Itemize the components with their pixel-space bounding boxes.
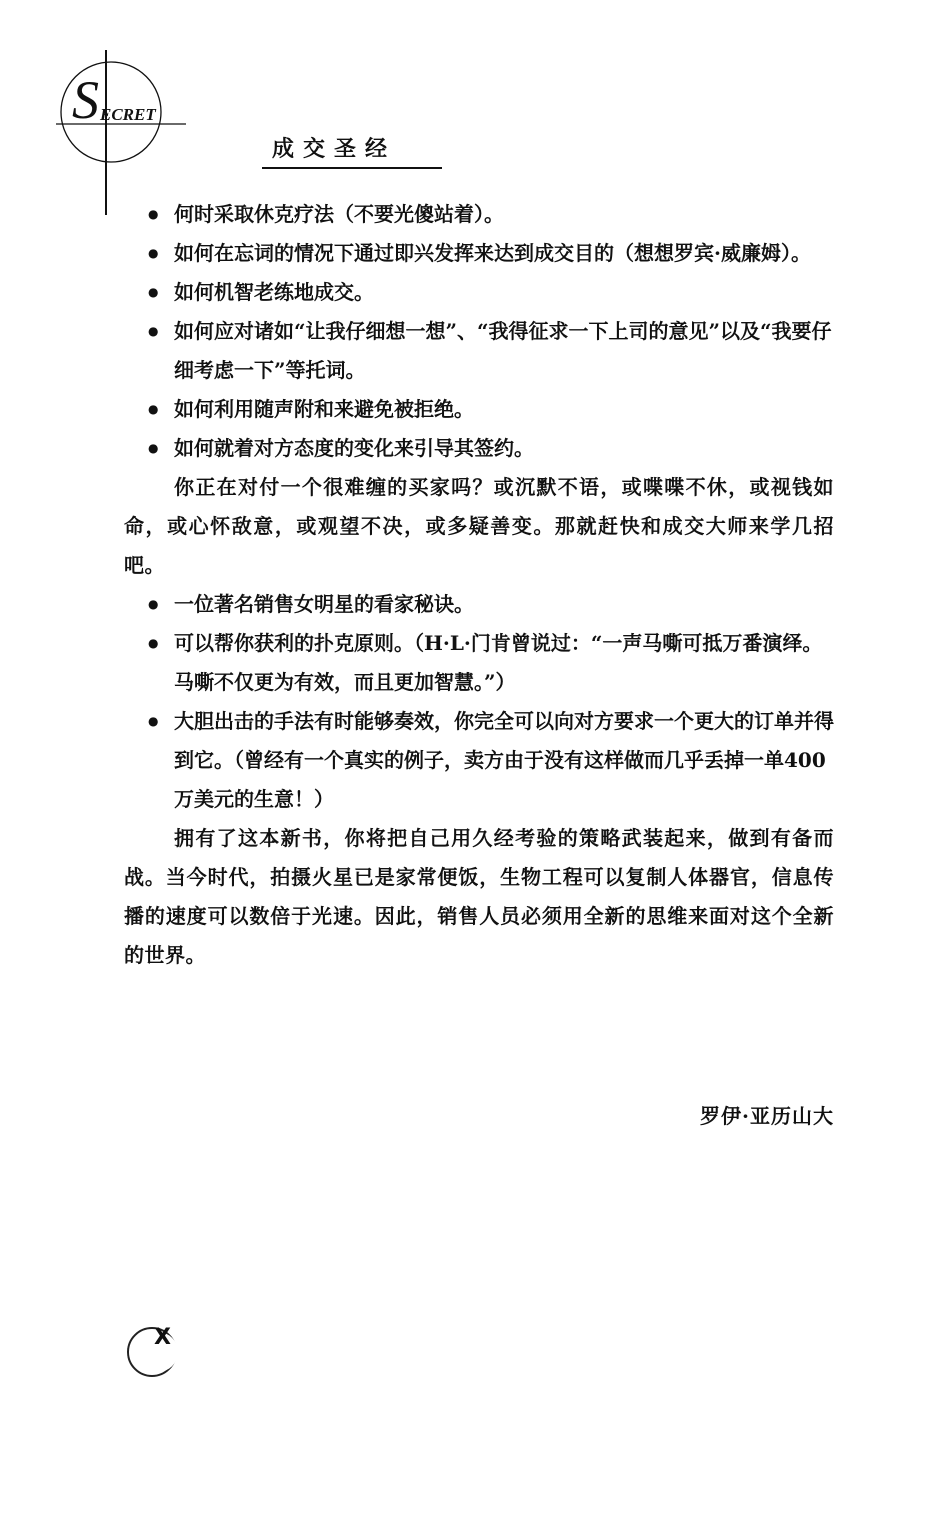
list-item: ● 可以帮你获利的扑克原则。（H·L·门肯曾说过：“一声马嘶可抵万番演绎。马嘶不仅更为有效，而且更加智慧。”） [174,624,834,702]
page-number: X [154,1325,171,1350]
list-item: ● 一位著名销售女明星的看家秘诀。 [174,585,834,624]
list-item: ● 如何就着对方态度的变化来引导其签约。 [174,429,834,468]
page-header-title: 成交圣经 [262,132,442,169]
page-body [124,195,834,975]
list-item: ● 大胆出击的手法有时能够奏效，你完全可以向对方要求一个更大的订单并得到它。（曾经有一个真实的例子，卖方由于没有这样做而几乎丢掉一单400万美元的生意！） [174,702,834,819]
list-item: ● 如何应对诸如“让我仔细想一想”、“我得征求一下上司的意见”以及“我要仔细考虑一下”等托词。 [174,312,834,390]
bullet-list-1 [124,195,834,468]
paragraph: 拥有了这本新书，你将把自己用久经考验的策略武装起来，做到有备而战。当今时代，拍摄火星已是家常便饭，生物工程可以复制人体器官，信息传播的速度可以数倍于光速。因此，销售人员必须用全新的思维来面对这个全新的世界。 [124,826,834,967]
logo-text: ECRET [100,105,156,124]
bullet-list-2 [124,585,834,819]
list-item: ● 如何机智老练地成交。 [174,273,834,312]
list-item: ● 何时采取休克疗法（不要光傻站着）。 [174,195,834,234]
list-item: ● 如何在忘词的情况下通过即兴发挥来达到成交目的（想想罗宾·威廉姆）。 [174,234,834,273]
author-signature: 罗伊·亚历山大 [700,1104,834,1128]
paragraph: 你正在对付一个很难缠的买家吗？或沉默不语，或喋喋不休，或视钱如命，或心怀敌意，或观望不决，或多疑善变。那就赶快和成交大师来学几招吧。 [124,475,834,577]
logo-letter: S [72,70,99,130]
list-item: ● 如何利用随声附和来避免被拒绝。 [174,390,834,429]
